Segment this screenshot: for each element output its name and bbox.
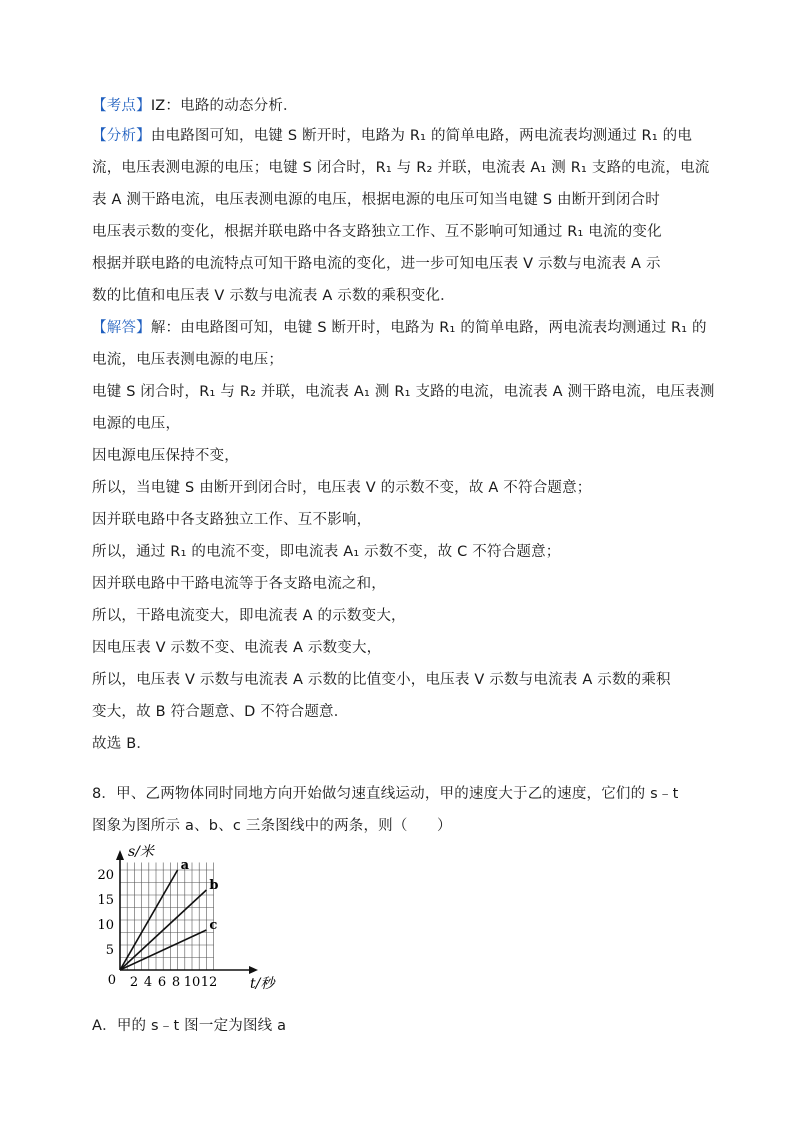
y-tick-15: 15 [97, 893, 114, 908]
option-a: A．甲的 s﹣t 图一定为图线 a [92, 1018, 287, 1034]
jieda-line-7: 所以，通过 R₁ 的电流不变，即电流表 A₁ 示数不变，故 C 不符合题意； [92, 544, 561, 560]
fenxi-line-0: 【分析】由电路图可知，电键 S 断开时，电路为 R₁ 的简单电路，两电流表均测通过 R₁ 的电 [92, 128, 693, 144]
x-tick-10: 10 [183, 975, 201, 990]
question-line-0: 8．甲、乙两物体同时同地方向开始做匀速直线运动，甲的速度大于乙的速度，它们的 s﹣t [92, 786, 679, 802]
jieda-line-4: 因电源电压保持不变， [92, 448, 239, 464]
jieda-line-13: 故选 B． [92, 736, 152, 752]
y-tick-10: 10 [97, 918, 114, 933]
y-tick-20: 20 [97, 868, 114, 883]
jieda-line-10: 因电压表 V 示数不变、电流表 A 示数变大， [92, 640, 382, 656]
x-tick-12: 12 [200, 975, 218, 990]
jieda-line-9: 所以，干路电流变大，即电流表 A 的示数变大， [92, 608, 406, 624]
x-axis-label: t/秒 [250, 976, 275, 992]
jieda-line-8: 因并联电路中干路电流等于各支路电流之和， [92, 576, 386, 592]
y-axis-arrow [116, 850, 124, 860]
jieda-line-3: 电源的电压， [92, 416, 181, 432]
x-tick-2: 2 [129, 975, 139, 990]
fenxi-line-4: 根据并联电路的电流特点可知干路电流的变化，进一步可知电压表 V 示数与电流表 A 示 [92, 256, 661, 272]
jieda-line-12: 变大，故 B 符合题意、D 不符合题意． [92, 704, 349, 720]
st-graph [92, 840, 292, 1000]
fenxi-line-2: 表 A 测干路电流，电压表测电源的电压，根据电源的电压可知当电键 S 由断开到闭合时 [92, 192, 660, 208]
line-label-c: c [209, 918, 218, 933]
jieda-line-6: 因并联电路中各支路独立工作、互不影响， [92, 512, 372, 528]
jieda-line-5: 所以，当电键 S 由断开到闭合时，电压表 V 的示数不变，故 A 不符合题意； [92, 480, 592, 496]
x-axis-arrow [249, 966, 258, 974]
grid [120, 863, 214, 971]
kaodian-text: IZ：电路的动态分析． [150, 98, 298, 114]
origin-label: 0 [107, 973, 116, 988]
line-label-a: a [180, 858, 190, 873]
y-axis-label: s/米 [128, 844, 154, 860]
x-tick-8: 8 [171, 975, 181, 990]
st-graph-figure [92, 840, 292, 1000]
kaodian-line [92, 96, 722, 116]
line-label-b: b [209, 878, 219, 893]
x-tick-6: 6 [157, 975, 167, 990]
question-line-1: 图象为图所示 a、b、c 三条图线中的两条，则（ ） [92, 818, 452, 834]
jieda-tag: 【解答】 [92, 320, 151, 336]
jieda-line-2: 电键 S 闭合时，R₁ 与 R₂ 并联，电流表 A₁ 测 R₁ 支路的电流，电流表 A 测干路电流，电压表测 [92, 384, 715, 400]
jieda-line-1: 电流，电压表测电源的电压； [92, 352, 284, 368]
graph-lines [120, 858, 218, 970]
y-tick-5: 5 [105, 943, 114, 958]
kaodian-tag: 【考点】 [92, 98, 151, 114]
jieda-line-0: 【解答】解：由电路图可知，电键 S 断开时，电路为 R₁ 的简单电路，两电流表均测通过 R₁ 的 [92, 320, 707, 336]
fenxi-line-5: 数的比值和电压表 V 示数与电流表 A 示数的乘积变化． [92, 288, 455, 304]
fenxi-line-1: 流，电压表测电源的电压；电键 S 闭合时，R₁ 与 R₂ 并联，电流表 A₁ 测 R₁ 支路的电流，电流 [92, 160, 710, 176]
fenxi-line-3: 电压表示数的变化，根据并联电路中各支路独立工作、互不影响可知通过 R₁ 电流的变化 [92, 224, 662, 240]
jieda-line-11: 所以，电压表 V 示数与电流表 A 示数的比值变小，电压表 V 示数与电流表 A 示数的乘积 [92, 672, 671, 688]
fenxi-tag: 【分析】 [92, 128, 151, 144]
x-tick-4: 4 [143, 975, 153, 990]
